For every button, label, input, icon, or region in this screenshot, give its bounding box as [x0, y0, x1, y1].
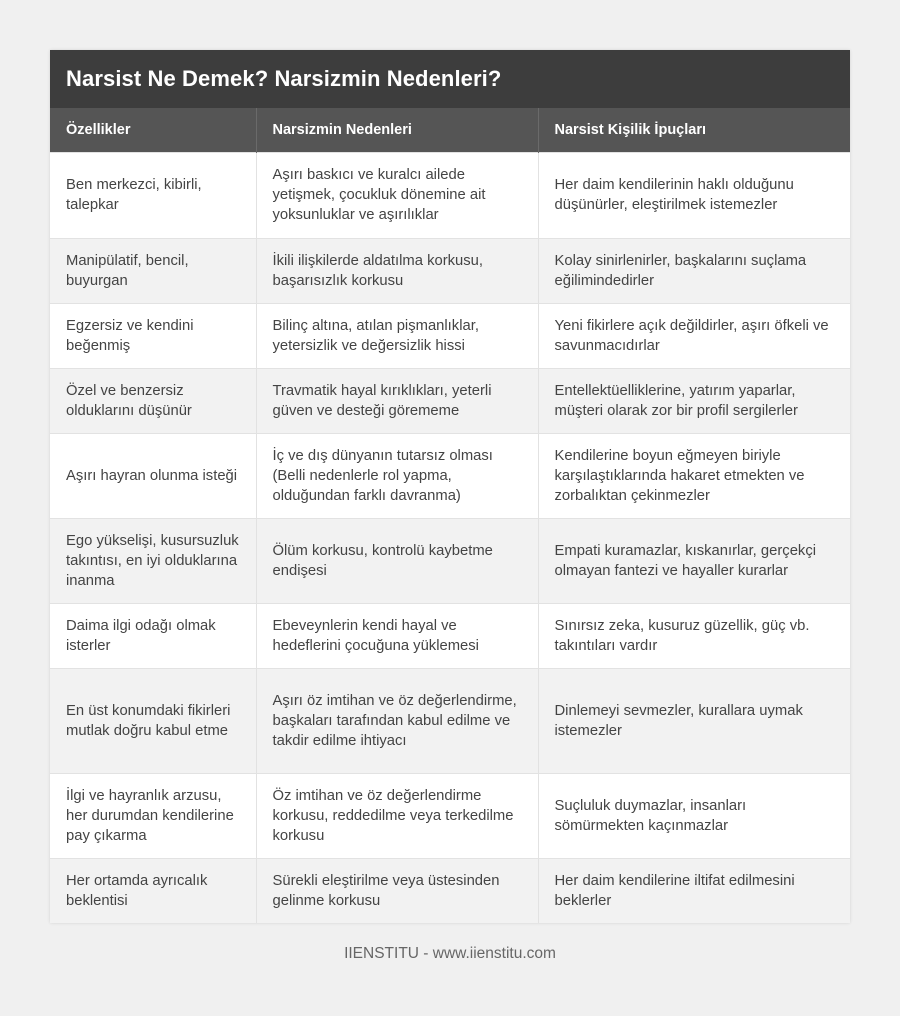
- table-cell: Kolay sinirlenirler, başkalarını suçlama eğilimindedirler: [538, 238, 850, 303]
- table-cell: Her ortamda ayrıcalık beklentisi: [50, 858, 256, 923]
- table-row: [50, 858, 850, 923]
- column-header-ozellikler: Özellikler: [50, 108, 256, 152]
- table-cell: Her daim kendilerinin haklı olduğunu düşünürler, eleştirilmek istemezler: [538, 152, 850, 238]
- table-row: [50, 773, 850, 858]
- table-row: [50, 433, 850, 518]
- header-row: [50, 108, 850, 152]
- table-cell: İç ve dış dünyanın tutarsız olması (Belli nedenlerle rol yapma, olduğundan farklı davranma): [256, 433, 538, 518]
- table-row: [50, 518, 850, 603]
- table-cell: Yeni fikirlere açık değildirler, aşırı öfkeli ve savunmacıdırlar: [538, 303, 850, 368]
- column-header-ipuclari: Narsist Kişilik İpuçları: [538, 108, 850, 152]
- table-cell: İlgi ve hayranlık arzusu, her durumdan kendilerine pay çıkarma: [50, 773, 256, 858]
- table-cell: Ebeveynlerin kendi hayal ve hedeflerini çocuğuna yüklemesi: [256, 603, 538, 668]
- table-cell: Egzersiz ve kendini beğenmiş: [50, 303, 256, 368]
- table-row: [50, 668, 850, 773]
- footer-credit: IIENSTITU - www.iienstitu.com: [344, 945, 556, 962]
- table-cell: Daima ilgi odağı olmak isterler: [50, 603, 256, 668]
- table-cell: Suçluluk duymazlar, insanları sömürmekten kaçınmazlar: [538, 773, 850, 858]
- table-cell: Ölüm korkusu, kontrolü kaybetme endişesi: [256, 518, 538, 603]
- page-title: Narsist Ne Demek? Narsizmin Nedenleri?: [66, 66, 502, 91]
- table-cell: Ben merkezci, kibirli, talepkar: [50, 152, 256, 238]
- title-bar: [50, 50, 850, 108]
- column-header-nedenler: Narsizmin Nedenleri: [256, 108, 538, 152]
- table-row: [50, 152, 850, 238]
- table-cell: Empati kuramazlar, kıskanırlar, gerçekçi olmayan fantezi ve hayaller kurarlar: [538, 518, 850, 603]
- table-cell: Kendilerine boyun eğmeyen biriyle karşılaştıklarında hakaret etmekten ve zorbalıktan çekinmezler: [538, 433, 850, 518]
- table-cell: Öz imtihan ve öz değerlendirme korkusu, reddedilme veya terkedilme korkusu: [256, 773, 538, 858]
- table-cell: Manipülatif, bencil, buyurgan: [50, 238, 256, 303]
- table-row: [50, 303, 850, 368]
- table-row: [50, 603, 850, 668]
- table-cell: Bilinç altına, atılan pişmanlıklar, yetersizlik ve değersizlik hissi: [256, 303, 538, 368]
- table-cell: En üst konumdaki fikirleri mutlak doğru kabul etme: [50, 668, 256, 773]
- table-cell: Ego yükselişi, kusursuzluk takıntısı, en iyi olduklarına inanma: [50, 518, 256, 603]
- table-cell: Dinlemeyi sevmezler, kurallara uymak istemezler: [538, 668, 850, 773]
- table-card: [50, 50, 850, 923]
- table-cell: Entellektüelliklerine, yatırım yaparlar, müşteri olarak zor bir profil sergilerler: [538, 368, 850, 433]
- table-row: [50, 238, 850, 303]
- table-cell: Her daim kendilerine iltifat edilmesini beklerler: [538, 858, 850, 923]
- table-cell: Aşırı öz imtihan ve öz değerlendirme, başkaları tarafından kabul edilme ve takdir edilme ihtiyacı: [256, 668, 538, 773]
- table-cell: Aşırı baskıcı ve kuralcı ailede yetişmek, çocukluk dönemine ait yoksunluklar ve aşırılıklar: [256, 152, 538, 238]
- table-row: [50, 368, 850, 433]
- table-cell: Sınırsız zeka, kusuruz güzellik, güç vb. takıntıları vardır: [538, 603, 850, 668]
- data-table: [50, 108, 850, 923]
- table-cell: Aşırı hayran olunma isteği: [50, 433, 256, 518]
- table-cell: Özel ve benzersiz olduklarını düşünür: [50, 368, 256, 433]
- table-cell: İkili ilişkilerde aldatılma korkusu, başarısızlık korkusu: [256, 238, 538, 303]
- table-cell: Travmatik hayal kırıklıkları, yeterli güven ve desteği görememe: [256, 368, 538, 433]
- table-cell: Sürekli eleştirilme veya üstesinden gelinme korkusu: [256, 858, 538, 923]
